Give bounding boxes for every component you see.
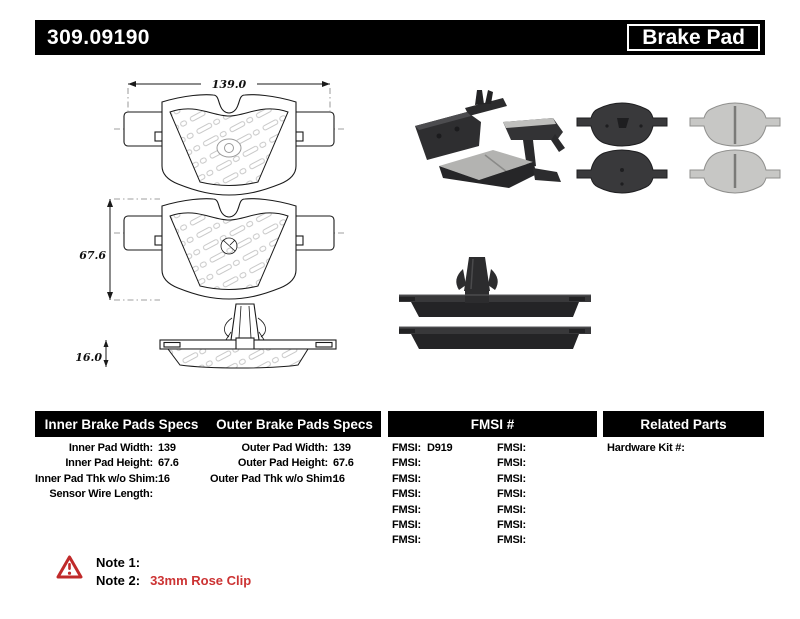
table-row: FMSI: — [392, 457, 421, 470]
pad-back-top-photo — [577, 103, 667, 146]
outer-specs-header: Outer Brake Pads Specs — [216, 416, 373, 432]
outer-specs-column — [210, 441, 354, 487]
pad-edge-bottom-photo — [399, 327, 591, 349]
inner-specs-column — [35, 441, 179, 503]
table-row: Outer Pad Height: 67.6 — [237, 457, 354, 470]
pad-friction-bottom-photo — [690, 150, 780, 193]
table-row: FMSI: — [497, 534, 526, 547]
pad-edge-top-photo — [399, 289, 591, 317]
table-row: FMSI: D919 — [392, 442, 453, 454]
pad-back-bottom-photo — [577, 150, 667, 193]
fmsi-column-2 — [497, 441, 532, 549]
table-row: FMSI: — [392, 488, 421, 501]
fmsi-column-1 — [392, 441, 452, 549]
pad-side-view-drawing — [75, 338, 336, 368]
note-1-label: Note 1: — [96, 555, 141, 570]
pad-front-view-drawing — [114, 199, 344, 299]
width-dimension-label: 139.0 — [211, 78, 247, 91]
table-row: Inner Pad Width: 139 — [68, 442, 176, 454]
note-2 — [96, 572, 251, 590]
notes-block — [96, 554, 251, 590]
table-row: FMSI: — [497, 442, 526, 454]
note-2-value: 33mm Rose Clip — [150, 573, 252, 588]
sensor-pin-photo — [456, 257, 497, 291]
pad-rear-view-drawing — [114, 78, 344, 195]
table-row: FMSI: — [497, 503, 526, 516]
technical-drawing — [60, 70, 370, 385]
pad-backing-photo — [415, 112, 481, 160]
table-row: Outer Pad Thk w/o Shim: 16 — [210, 472, 345, 485]
pad-friction-top-photo — [690, 103, 780, 146]
fmsi-header: FMSI # — [388, 411, 597, 437]
table-row: FMSI: — [392, 472, 421, 485]
table-row: FMSI: — [392, 519, 421, 532]
inner-specs-header: Inner Brake Pads Specs — [44, 416, 199, 432]
pad-friction-photo — [439, 150, 561, 188]
height-dimension-label: 67.6 — [79, 249, 106, 262]
table-row: FMSI: — [392, 534, 421, 547]
photo-pad-set-flat — [575, 92, 790, 200]
note-2-label: Note 2: — [96, 573, 141, 588]
wear-sensor-clip-photo — [465, 90, 507, 116]
header-bar — [35, 20, 765, 55]
thickness-dimension-label: 16.0 — [75, 351, 102, 364]
product-type-badge: Brake Pad — [627, 24, 760, 51]
warning-triangle-icon — [56, 555, 83, 579]
table-row: FMSI: — [497, 472, 526, 485]
table-row: Inner Pad Height: 67.6 — [65, 457, 179, 470]
note-1 — [96, 554, 251, 572]
related-parts-column — [607, 441, 691, 456]
specs-header-bar — [35, 411, 381, 437]
photo-pad-pair-edge — [393, 253, 598, 351]
table-row: FMSI: — [497, 457, 526, 470]
table-row: FMSI: — [497, 519, 526, 532]
table-row: Sensor Wire Length: — [49, 488, 153, 501]
table-row: FMSI: — [392, 503, 421, 516]
table-row: Hardware Kit #: — [607, 442, 685, 454]
related-parts-header: Related Parts — [603, 411, 764, 437]
photo-pad-set-angled — [415, 88, 565, 206]
table-row: Inner Pad Thk w/o Shim: 16 — [35, 472, 170, 485]
table-row: Outer Pad Width: 139 — [241, 442, 351, 454]
table-row: FMSI: — [497, 488, 526, 501]
part-number: 309.09190 — [47, 25, 150, 49]
